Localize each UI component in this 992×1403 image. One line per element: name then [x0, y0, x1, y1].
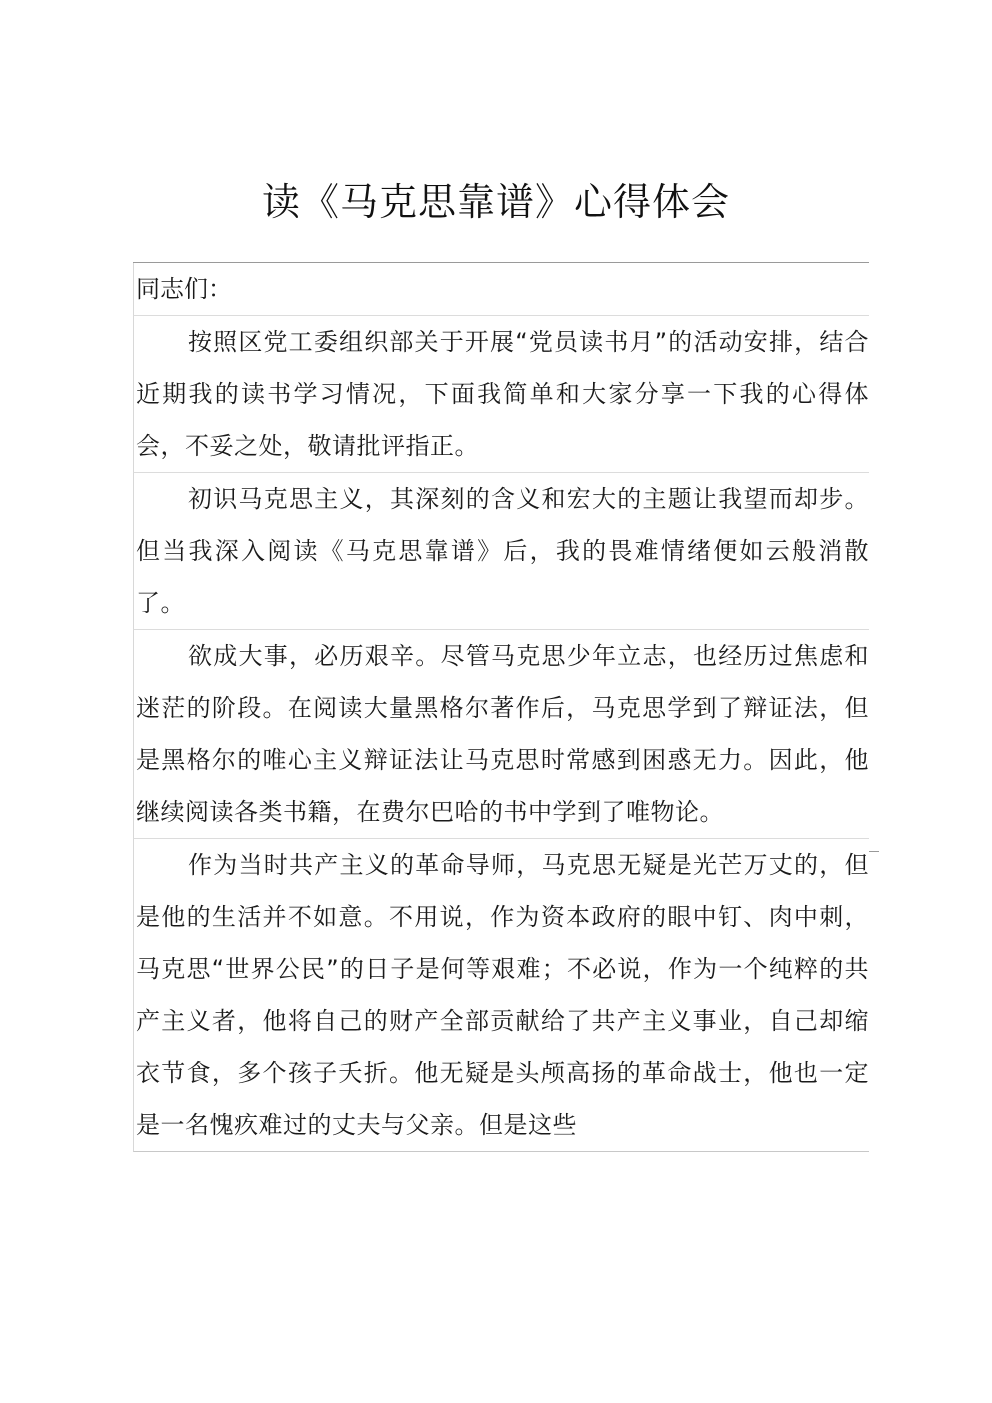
document-body: [133, 262, 869, 1152]
margin-tick-mark: [869, 851, 879, 852]
paragraph-4-text: 作为当时共产主义的革命导师，马克思无疑是光芒万丈的，但是他的生活并不如意。不用说，作为资本政府的眼中钉、肉中刺，马克思“世界公民”的日子是何等艰难；不必说，作为一个纯粹的共产主义者，他将自己的财产全部贡献给了共产主义事业，自己却缩衣节食，多个孩子夭折。他无疑是头颅高扬的革命战士，他也一定是一名愧疚难过的丈夫与父亲。但是这些: [136, 851, 869, 1139]
paragraph-3: 欲成大事，必历艰辛。尽管马克思少年立志，也经历过焦虑和迷茫的阶段。在阅读大量黑格尔著作后，马克思学到了辩证法，但是黑格尔的唯心主义辩证法让马克思时常感到困惑无力。因此，他继续阅读各类书籍，在费尔巴哈的书中学到了唯物论。: [133, 630, 869, 839]
paragraph-4: [133, 839, 869, 1152]
paragraph-2: 初识马克思主义，其深刻的含义和宏大的主题让我望而却步。但当我深入阅读《马克思靠谱》后，我的畏难情绪便如云般消散了。: [133, 473, 869, 630]
paragraph-1: 按照区党工委组织部关于开展“党员读书月”的活动安排，结合近期我的读书学习情况，下面我简单和大家分享一下我的心得体会，不妥之处，敬请批评指正。: [133, 316, 869, 473]
document-title: 读《马克思靠谱》心得体会: [261, 180, 730, 224]
salutation: 同志们：: [133, 263, 869, 316]
